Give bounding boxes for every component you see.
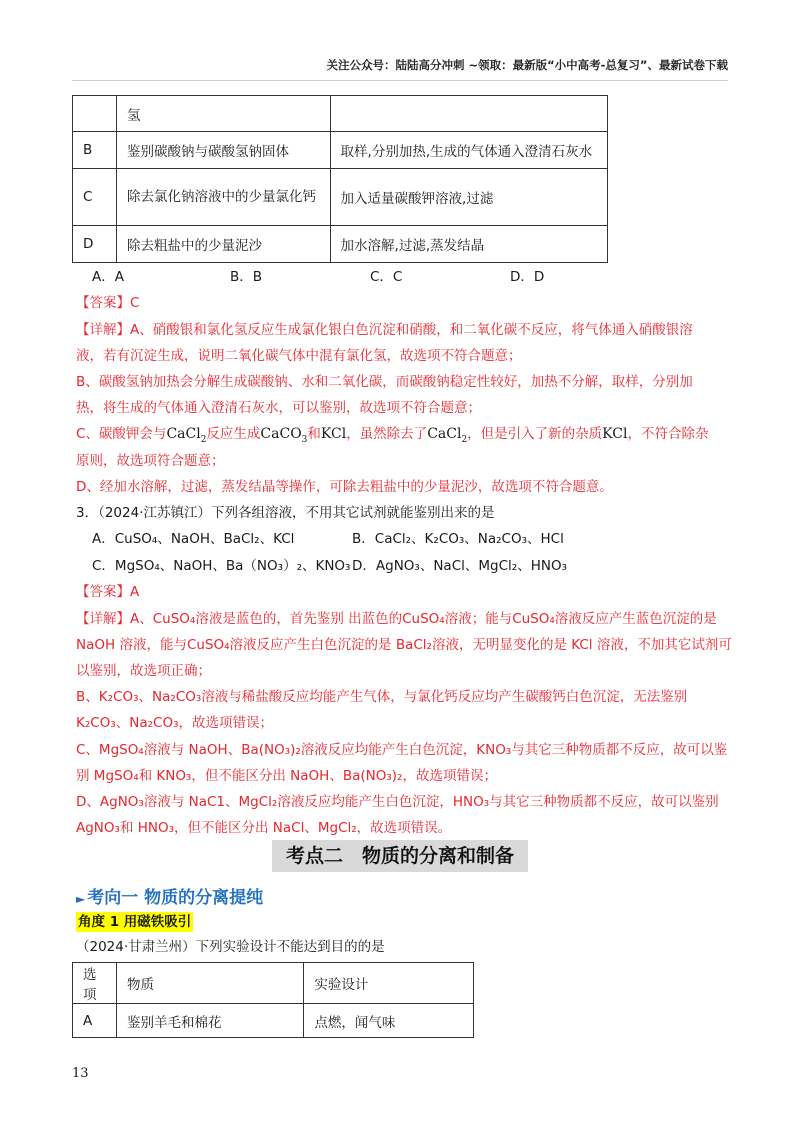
option-b: B．B (230, 269, 263, 285)
formula-text: CaCO (260, 426, 302, 442)
item-cell: 除去粗盐中的少量泥沙 (116, 226, 330, 263)
table-header-row (73, 963, 474, 1004)
header-cell: 选项 (73, 963, 117, 1004)
formula-sub: 3 (301, 434, 308, 445)
formula-caco3 (260, 426, 308, 445)
formula-cacl2 (166, 426, 207, 445)
q2-detail-b: B、碳酸氢钠加热会分解生成碳酸钠、水和二氧化碳，而碳酸钠稳定性较好，加热不分解，取样，分别加 (76, 374, 693, 390)
direction-text: 考向一 物质的分离提纯 (87, 888, 264, 908)
option-cell: A (73, 1004, 117, 1038)
item-cell: 鉴别羊毛和棉花 (116, 1004, 303, 1038)
q2-detail-d: D、经加水溶解，过滤，蒸发结晶等操作，可除去粗盐中的少量泥沙，故选项不符合题意。 (76, 479, 613, 495)
q2-answer: 【答案】C (76, 295, 140, 311)
q3-option-a: A．CuSO₄、NaOH、BaCl₂、KCl (92, 531, 295, 547)
q3-detail-line: 别 MgSO₄和 KNO₃，但不能区分出 NaOH、Ba(NO₃)₂，故选项错误； (76, 768, 497, 784)
q3-detail-line: 【详解】A、CuSO₄溶液是蓝色的，首先鉴别 出蓝色的CuSO₄溶液；能与CuSO₄溶液反应产生蓝色沉淀的是 (76, 611, 717, 627)
q3-detail-line: AgNO₃和 HNO₃，但不能区分出 NaCl、MgCl₂，故选项错误。 (76, 820, 452, 836)
options-table-2 (72, 962, 474, 1038)
q2-detail-c-cont: 原则，故选项符合题意； (76, 453, 225, 469)
formula-sub: 2 (200, 434, 207, 445)
question-stem: （2024·甘肃兰州）下列实验设计不能达到目的的是 (76, 939, 385, 955)
section-title: 考点二 物质的分离和制备 (272, 840, 528, 872)
q3-answer: 【答案】A (76, 584, 140, 600)
text: 反应生成 (206, 426, 261, 442)
design-cell (330, 96, 607, 132)
item-cell: 鉴别碳酸钠与碳酸氢钠固体 (116, 132, 330, 169)
q3-detail-line: K₂CO₃、Na₂CO₃，故选项错误； (76, 715, 273, 731)
page-number: 13 (72, 1066, 89, 1081)
formula-text: CaCl (427, 426, 462, 442)
table-row (73, 96, 608, 132)
table-row (73, 1004, 474, 1038)
option-cell: D (73, 226, 117, 263)
q3-option-b: B．CaCl₂、K₂CO₃、Na₂CO₃、HCl (352, 531, 564, 547)
q3-detail-line: C、MgSO₄溶液与 NaOH、Ba(NO₃)₂溶液反应均能产生白色沉淀，KNO₃与其它三种物质都不反应，故可以鉴 (76, 742, 728, 758)
formula-sub: 2 (461, 434, 468, 445)
text: ，但是引入了新的杂质 (467, 426, 603, 442)
table-row (73, 169, 608, 226)
header-divider (72, 80, 728, 81)
q3-option-d: D．AgNO₃、NaCl、MgCl₂、HNO₃ (352, 558, 567, 574)
option-c: C．C (370, 269, 403, 285)
triangle-icon: ► (76, 892, 86, 906)
q2-detail-c (76, 424, 708, 450)
design-cell: 加水溶解,过滤,蒸发结晶 (330, 226, 607, 263)
direction-title (76, 883, 263, 908)
option-cell: B (73, 132, 117, 169)
header-cell: 实验设计 (304, 963, 474, 1004)
table-row (73, 132, 608, 169)
q2-detail-a-cont: 液，若有沉淀生成，说明二氧化碳气体中混有氯化氢，故选项不符合题意； (76, 348, 522, 364)
formula-kcl: KCl (602, 426, 628, 442)
item-cell: 除去氯化钠溶液中的少量氯化钙 (116, 169, 330, 226)
header-note: 关注公众号：陆陆高分冲刺 ~领取：最新版“小中高考-总复习”、最新试卷下载 (326, 58, 728, 72)
formula-kcl: KCl (320, 426, 347, 442)
option-a: A．A (92, 269, 124, 285)
q3-detail-line: B、K₂CO₃、Na₂CO₃溶液与稀盐酸反应均能产生气体，与氯化钙反应均产生碳酸钙白色沉淀，无法鉴别 (76, 689, 688, 705)
q2-detail-a: 【详解】A、硝酸银和氯化氢反应生成氯化银白色沉淀和硝酸，和二氧化碳不反应，将气体通入硝酸银溶 (76, 322, 693, 338)
design-cell: 取样,分别加热,生成的气体通入澄清石灰水 (330, 132, 607, 169)
text: C、碳酸钾会与 (76, 426, 167, 442)
design-cell: 点燃，闻气味 (304, 1004, 474, 1038)
text: ，虽然除去了 (346, 426, 428, 442)
table-row (73, 226, 608, 263)
q3-detail-line: NaOH 溶液，能与CuSO₄溶液反应产生白色沉淀的是 BaCl₂溶液，无明显变化的是 KCl 溶液，不加其它试剂可 (76, 637, 732, 653)
formula-cacl2 (427, 426, 468, 445)
design-cell: 加入适量碳酸钾溶液,过滤 (330, 169, 607, 226)
q3-detail-line: 以鉴别，故选项正确； (76, 663, 211, 679)
q3-detail-line: D、AgNO₃溶液与 NaC1、MgCl₂溶液反应均能产生白色沉淀，HNO₃与其它三种物质都不反应，故可以鉴别 (76, 794, 719, 810)
q3-stem: 3．（2024·江苏镇江）下列各组溶液，不用其它试剂就能鉴别出来的是 (76, 505, 495, 521)
option-cell (73, 96, 117, 132)
angle-tag: 角度 1 用磁铁吸引 (78, 914, 192, 930)
q2-options (92, 267, 544, 287)
option-d: D．D (510, 269, 545, 285)
option-cell: C (73, 169, 117, 226)
item-cell: 氢 (116, 96, 330, 132)
header-cell: 物质 (116, 963, 303, 1004)
q2-detail-b-cont: 热，将生成的气体通入澄清石灰水，可以鉴别，故选项不符合题意； (76, 400, 481, 416)
text: ，不符合除杂 (627, 426, 709, 442)
text: 和 (307, 426, 321, 442)
q3-option-c: C．MgSO₄、NaOH、Ba（NO₃）₂、KNO₃ (92, 558, 351, 574)
formula-text: CaCl (166, 426, 201, 442)
options-table-1 (72, 95, 608, 263)
